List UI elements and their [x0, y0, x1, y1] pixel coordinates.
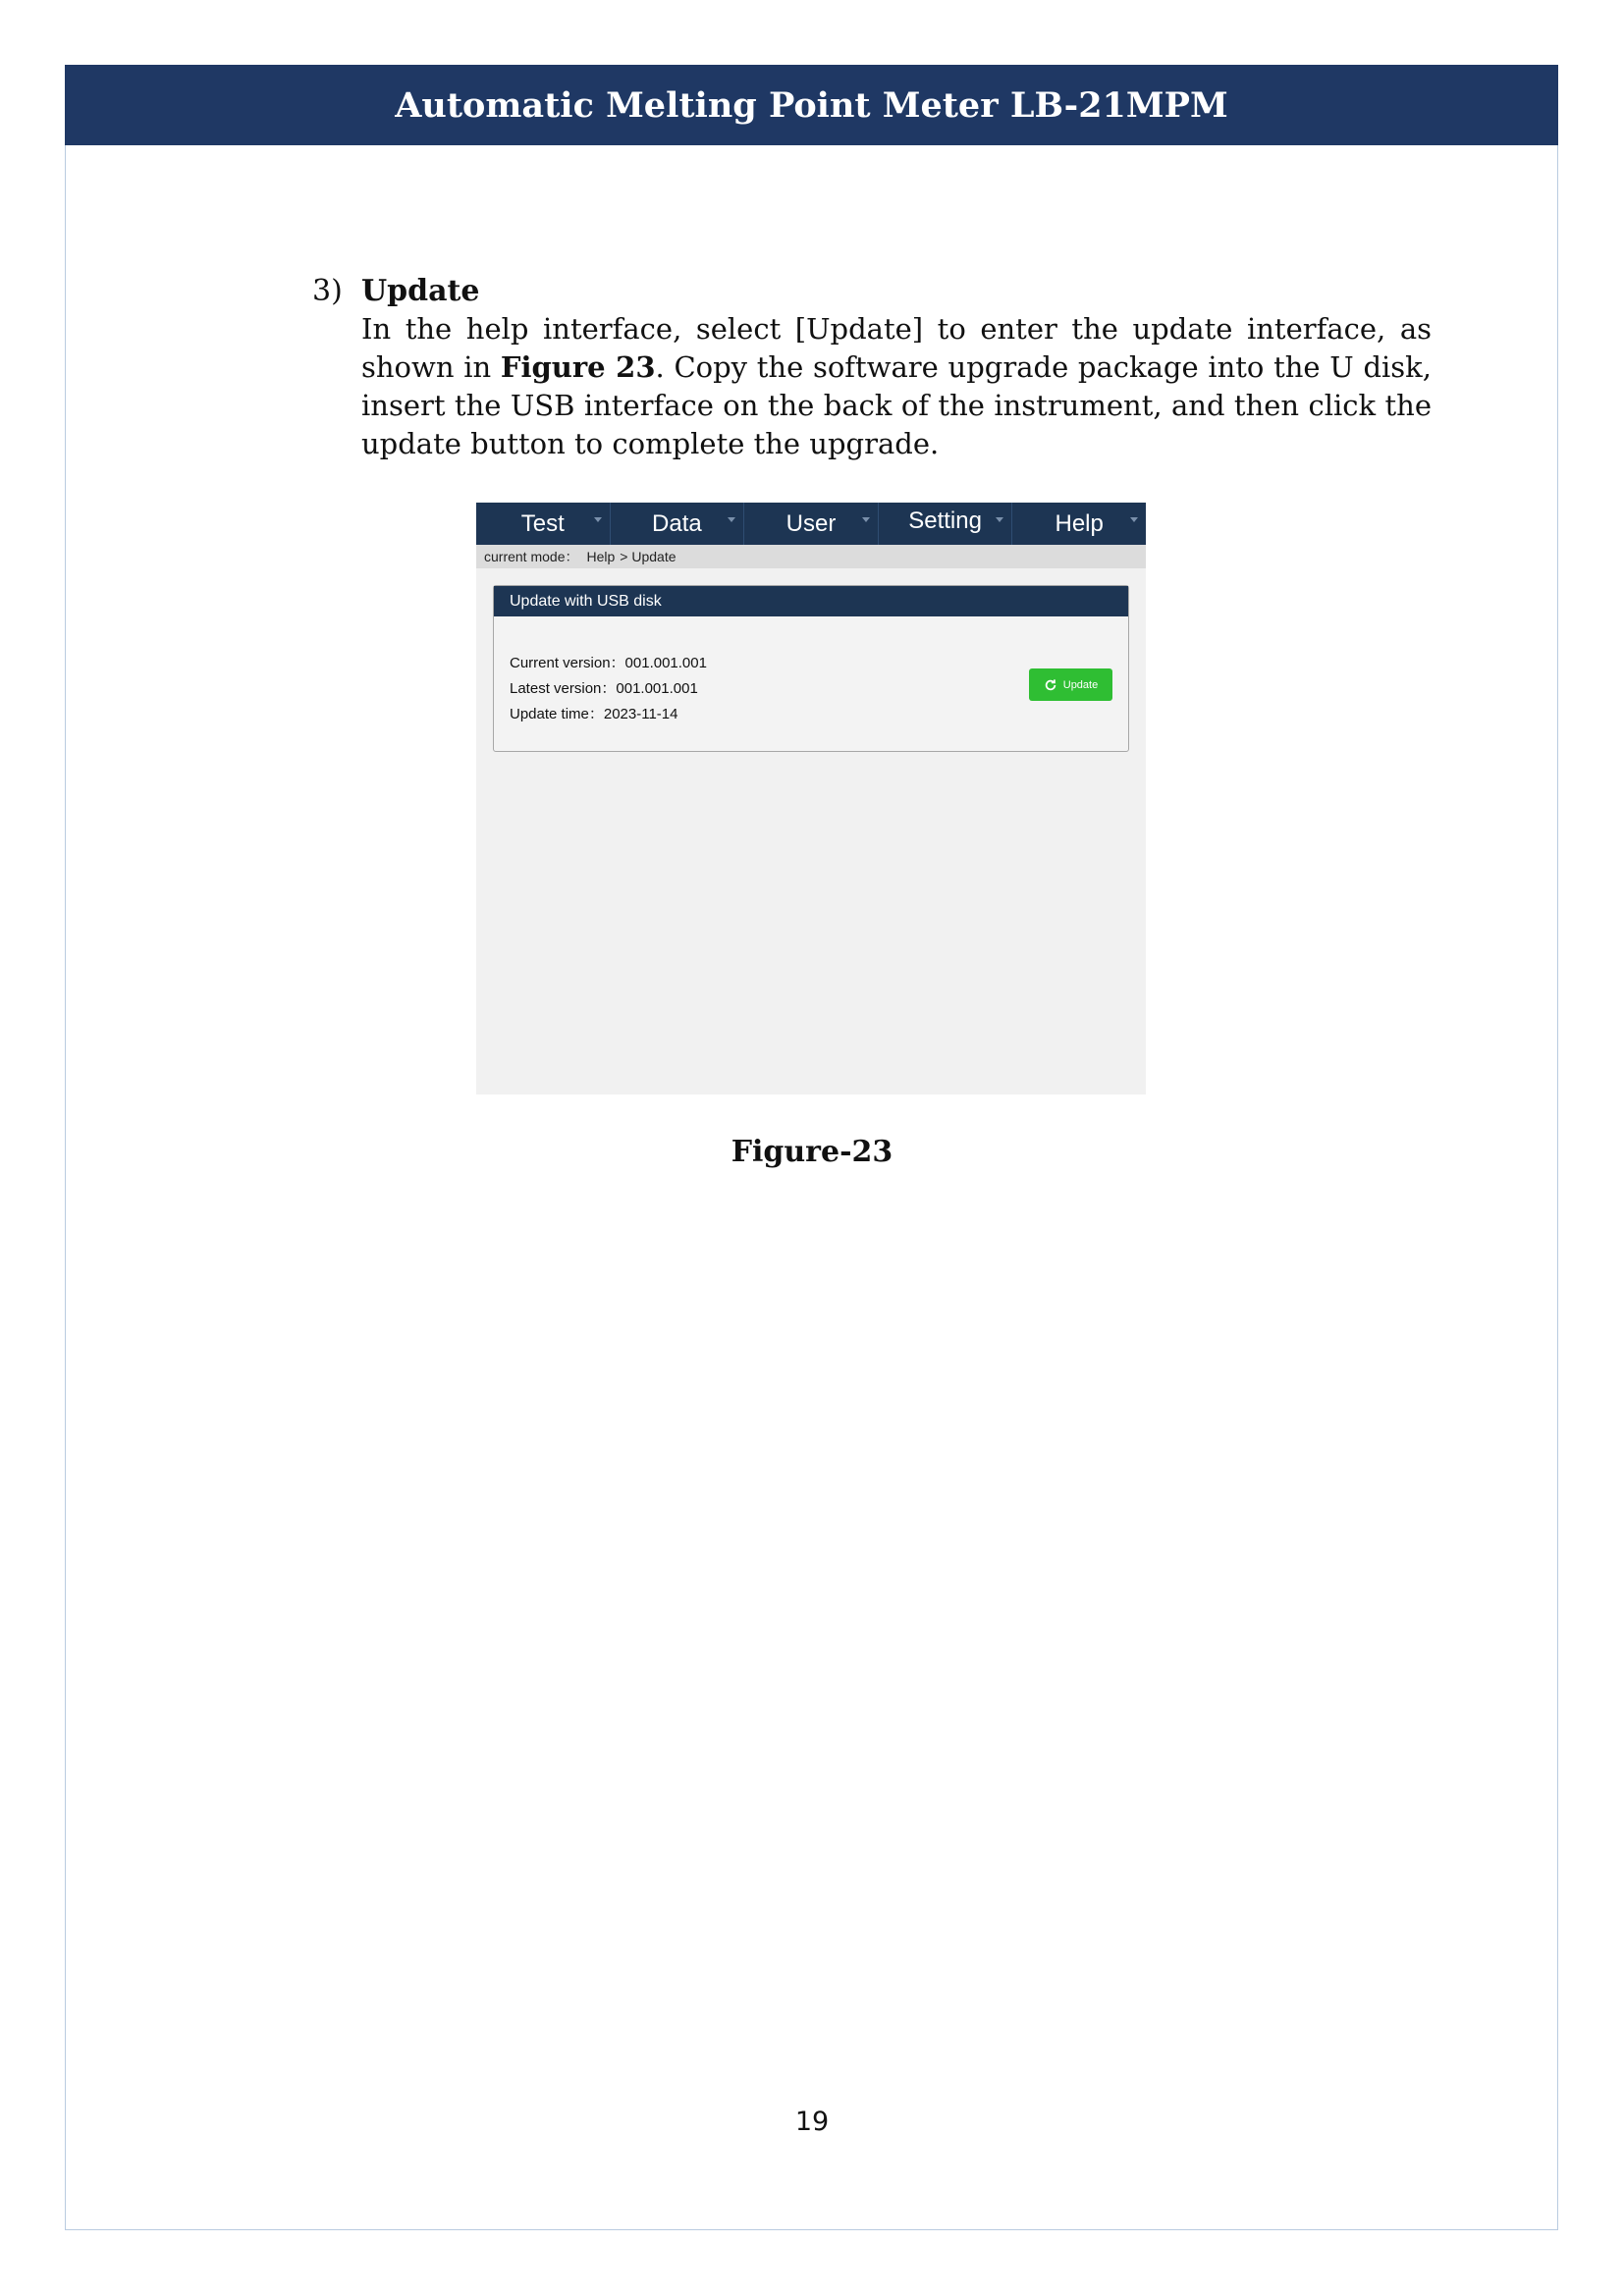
- device-screenshot: [476, 503, 1146, 1095]
- update-time-value: 2023-11-14: [603, 706, 678, 722]
- menu-label: Data: [652, 509, 702, 537]
- document-header: [65, 65, 1558, 145]
- section-text-1: In the help interface, select [Update] to enter the update interface, as shown in: [361, 312, 1432, 384]
- update-time-row: [510, 702, 707, 727]
- caret-down-icon: [728, 517, 735, 522]
- version-info: [510, 651, 707, 727]
- page-number: 19: [794, 2107, 830, 2137]
- menu-data[interactable]: [611, 503, 745, 545]
- update-button-label: Update: [1062, 678, 1099, 691]
- document-title: Automatic Melting Point Meter LB-21MPM: [395, 84, 1228, 126]
- current-mode-bar: [476, 545, 1146, 568]
- caret-down-icon: [862, 517, 870, 522]
- menu-help[interactable]: [1012, 503, 1146, 545]
- menu-setting[interactable]: [879, 503, 1013, 545]
- refresh-icon: [1044, 678, 1057, 692]
- menu-label: Help: [1055, 509, 1104, 537]
- mode-path-update: > Update: [620, 549, 677, 564]
- caret-down-icon: [996, 517, 1003, 522]
- section-number: 3): [312, 274, 343, 308]
- current-version-row: [510, 651, 707, 676]
- figure-reference: Figure 23: [500, 350, 656, 384]
- latest-version-value: 001.001.001: [616, 680, 698, 697]
- mode-path-help: Help: [586, 549, 616, 564]
- latest-version-label: Latest version：: [510, 680, 617, 697]
- current-version-value: 001.001.001: [624, 655, 707, 671]
- current-version-label: Current version：: [510, 655, 625, 671]
- menu-label: Setting: [908, 507, 982, 534]
- menu-label: User: [785, 509, 837, 537]
- menu-test[interactable]: [476, 503, 611, 545]
- latest-version-row: [510, 676, 707, 702]
- caret-down-icon: [594, 517, 602, 522]
- update-time-label: Update time：: [510, 706, 604, 722]
- update-panel: [493, 585, 1129, 752]
- top-menu-bar: [476, 503, 1146, 545]
- section-heading: [312, 273, 1432, 310]
- update-section: [312, 273, 1432, 463]
- figure-caption: Figure-23: [731, 1135, 893, 1169]
- panel-title: Update with USB disk: [494, 586, 1128, 616]
- caret-down-icon: [1130, 517, 1138, 522]
- section-title: Update: [361, 274, 480, 308]
- section-body: [361, 310, 1432, 463]
- update-button[interactable]: [1029, 668, 1112, 701]
- section-text-2: . Copy the software upgrade package into the U disk, insert the USB interface on the back of the instrument, and then click the update button to complete the upgrade.: [361, 350, 1432, 460]
- menu-label: Test: [520, 509, 565, 537]
- menu-user[interactable]: [744, 503, 879, 545]
- mode-label: current mode：: [484, 549, 579, 564]
